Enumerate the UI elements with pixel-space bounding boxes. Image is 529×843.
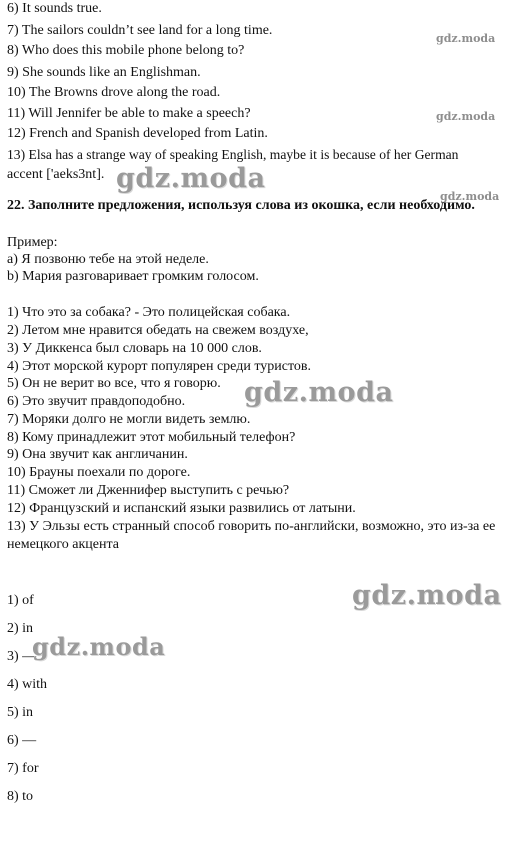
english-sentence-7: 7) The sailors couldn’t see land for a long time. — [7, 23, 273, 38]
watermark-large: gdz.moda — [32, 632, 166, 661]
answer-1: 1) of — [7, 593, 34, 608]
watermark-large: gdz.moda — [116, 163, 266, 194]
russian-sentence-13: 13) У Эльзы есть странный способ говорить по-английски, возможно, это из-за ее немецкого акцента — [7, 519, 496, 552]
english-sentence-10: 10) The Browns drove along the road. — [7, 85, 221, 100]
example-a: a) Я позвоню тебе на этой неделе. — [7, 252, 209, 267]
english-sentence-6: 6) It sounds true. — [7, 1, 102, 16]
watermark-small: gdz.moda — [440, 190, 500, 203]
russian-sentence-7: 7) Моряки долго не могли видеть землю. — [7, 412, 251, 427]
russian-sentence-9: 9) Она звучит как англичанин. — [7, 447, 188, 462]
exercise-heading: 22. Заполните предложения, используя слова из окошка, если необходимо. — [7, 198, 475, 213]
english-sentence-11: 11) Will Jennifer be able to make a speech? — [7, 106, 251, 121]
english-sentence-13-continued: accent ['aeks3nt]. — [7, 167, 105, 182]
answer-2: 2) in — [7, 621, 34, 636]
answer-6: 6) — — [7, 733, 37, 748]
example-b: b) Мария разговаривает громким голосом. — [7, 269, 259, 284]
english-sentence-9: 9) She sounds like an Englishman. — [7, 65, 201, 80]
example-label: Пример: — [7, 235, 58, 250]
watermark-small: gdz.moda — [436, 110, 496, 123]
russian-sentence-3: 3) У Диккенса был словарь на 10 000 слов. — [7, 341, 262, 356]
russian-sentence-6: 6) Это звучит правдоподобно. — [7, 394, 186, 409]
russian-sentence-11: 11) Сможет ли Дженнифер выступить с речью? — [7, 483, 290, 498]
russian-sentence-1: 1) Что это за собака? - Это полицейская собака. — [7, 305, 291, 320]
answer-5: 5) in — [7, 705, 34, 720]
russian-sentence-10: 10) Брауны поехали по дороге. — [7, 465, 191, 480]
answer-3: 3) — — [7, 649, 37, 664]
russian-sentence-2: 2) Летом мне нравится обедать на свежем воздухе, — [7, 323, 309, 338]
english-sentence-12: 12) French and Spanish developed from Latin. — [7, 126, 268, 141]
english-sentence-8: 8) Who does this mobile phone belong to? — [7, 43, 245, 58]
watermark-large: gdz.moda — [244, 377, 394, 408]
russian-sentence-5: 5) Он не верит во все, что я говорю. — [7, 376, 221, 391]
watermark-large: gdz.moda — [352, 580, 502, 611]
russian-sentence-4: 4) Этот морской курорт популярен среди туристов. — [7, 359, 312, 374]
russian-sentence-12: 12) Французский и испанский языки развились от латыни. — [7, 501, 356, 516]
answer-8: 8) to — [7, 789, 34, 804]
answer-4: 4) with — [7, 677, 48, 692]
russian-sentence-8: 8) Кому принадлежит этот мобильный телефон? — [7, 430, 296, 445]
english-sentence-13: 13) Elsa has a strange way of speaking English, maybe it is because of her German — [7, 147, 459, 162]
watermark-small: gdz.moda — [436, 32, 496, 45]
answer-7: 7) for — [7, 761, 39, 776]
